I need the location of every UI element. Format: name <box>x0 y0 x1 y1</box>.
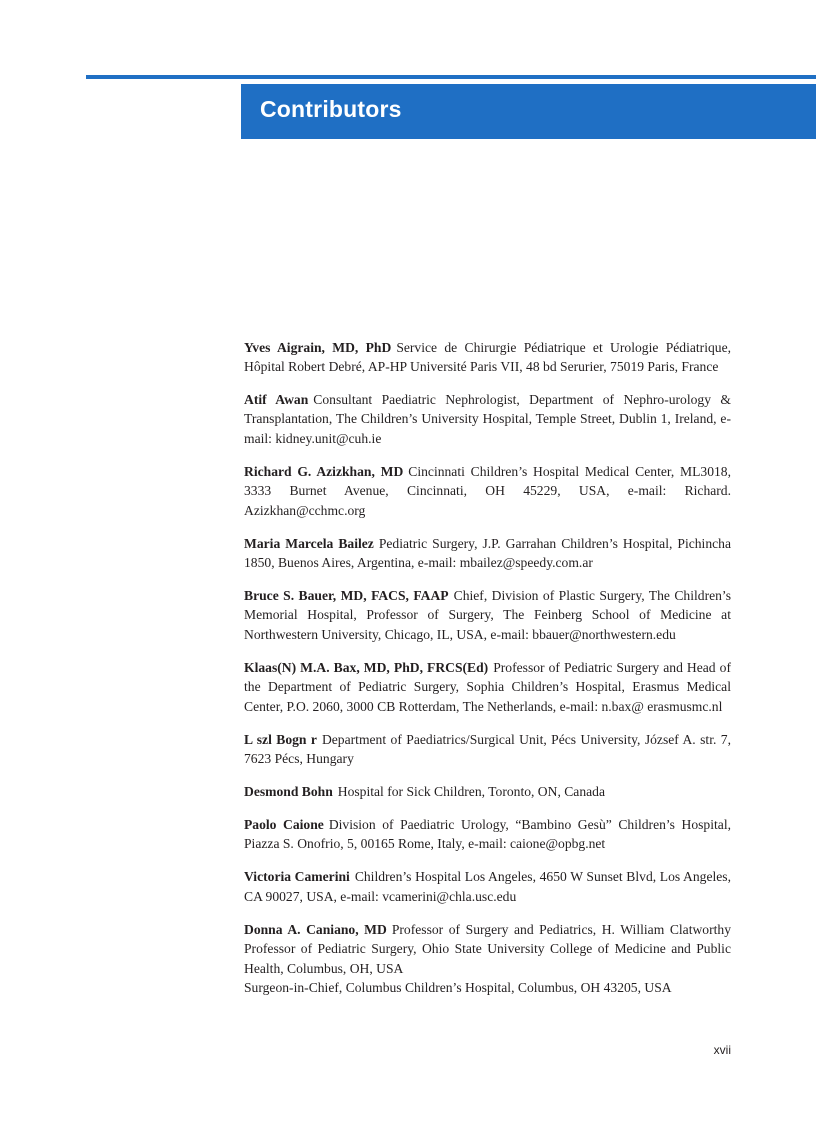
contributor-affiliation: Consultant Paediatric Nephrologist, Department of Nephro-urology & Transplantation, The Children’s University Hospital, Temple Street, Dublin 1, Ireland, e-mail: kidney.unit@cuh.ie <box>244 392 731 446</box>
contributor-name: Bruce S. Bauer, MD, FACS, FAAP <box>244 588 449 604</box>
contributor-entry <box>244 390 731 448</box>
contributor-entry <box>244 920 731 998</box>
contributor-affiliation: Pediatric Surgery, J.P. Garrahan Children’s Hospital, Pichincha 1850, Buenos Aires, Argentina, e-mail: mbailez@speedy.com.ar <box>244 535 731 571</box>
contributor-entry <box>244 782 731 801</box>
contributor-additional-affiliation: Surgeon-in-Chief, Columbus Children’s Hospital, Columbus, OH 43205, USA <box>244 980 672 996</box>
contributor-affiliation: Service de Chirurgie Pédiatrique et Urologie Pédiatrique, Hôpital Robert Debré, AP-HP Université Paris VII, 48 bd Serurier, 75019 Paris, France <box>244 339 731 374</box>
contributor-affiliation: Cincinnati Children’s Hospital Medical Center, ML3018, 3333 Burnet Avenue, Cincinnati, OH 45229, USA, e-mail: Richard. Azizkhan@cchmc.org <box>244 463 731 518</box>
contributor-name: Atif Awan <box>244 392 309 407</box>
contributor-entry <box>244 867 731 906</box>
contributor-name: Richard G. Azizkhan, MD <box>244 463 404 479</box>
contributor-affiliation: Department of Paediatrics/Surgical Unit, Pécs University, József A. str. 7, 7623 Pécs, Hungary <box>244 731 731 767</box>
contributor-affiliation: Hospital for Sick Children, Toronto, ON, Canada <box>337 784 606 800</box>
contributor-name: Paolo Caione <box>244 817 324 833</box>
contributor-affiliation: Professor of Pediatric Surgery and Head of the Department of Pediatric Surgery, Sophia Children’s Hospital, Erasmus Medical Center, P.O. 2060, 3000 CB Rotterdam, The Netherlands, e-mail: n.bax@ erasmusmc.nl <box>244 659 731 714</box>
contributor-affiliation: Children’s Hospital Los Angeles, 4650 W Sunset Blvd, Los Angeles, CA 90027, USA, e-mail: vcamerini@chla.usc.edu <box>244 869 731 904</box>
contributor-affiliation: Division of Paediatric Urology, “Bambino Gesù” Children’s Hospital, Piazza S. Onofrio, 5, 00165 Rome, Italy, e-mail: caione@opbg.net <box>244 817 731 852</box>
contributor-entry <box>244 730 731 769</box>
contributor-entry <box>244 586 731 644</box>
contributor-entry <box>244 534 731 573</box>
contributor-affiliation: Professor of Surgery and Pediatrics, H. William Clatworthy Professor of Pediatric Surgery, Ohio State University College of Medicine and Public Health, Columbus, OH, USA <box>244 921 732 976</box>
contributor-name: Victoria Camerini <box>244 869 350 885</box>
page-title: Contributors <box>260 96 402 122</box>
contributor-entry <box>244 462 731 520</box>
contributor-name: Yves Aigrain, MD, PhD <box>244 339 392 355</box>
header-rule <box>86 75 816 79</box>
contributor-entry <box>244 658 731 716</box>
contributor-list <box>244 324 731 1005</box>
contributor-affiliation: Chief, Division of Plastic Surgery, The Children’s Memorial Hospital, Professor of Surgery, The Feinberg School of Medicine at Northwestern University, Chicago, IL, USA, e-mail: bbauer@northwestern.edu <box>244 588 732 642</box>
contributor-name: Maria Marcela Bailez <box>244 535 374 551</box>
title-band <box>241 84 816 139</box>
page-number: xvii <box>713 1043 731 1057</box>
contributor-name: Donna A. Caniano, MD <box>244 921 387 937</box>
contributor-name: L szl Bogn r <box>244 731 317 747</box>
contributor-name: Klaas(N) M.A. Bax, MD, PhD, FRCS(Ed) <box>244 659 489 675</box>
contributor-entry <box>244 815 731 854</box>
contributor-entry <box>244 338 731 377</box>
contributor-name: Desmond Bohn <box>244 784 333 800</box>
